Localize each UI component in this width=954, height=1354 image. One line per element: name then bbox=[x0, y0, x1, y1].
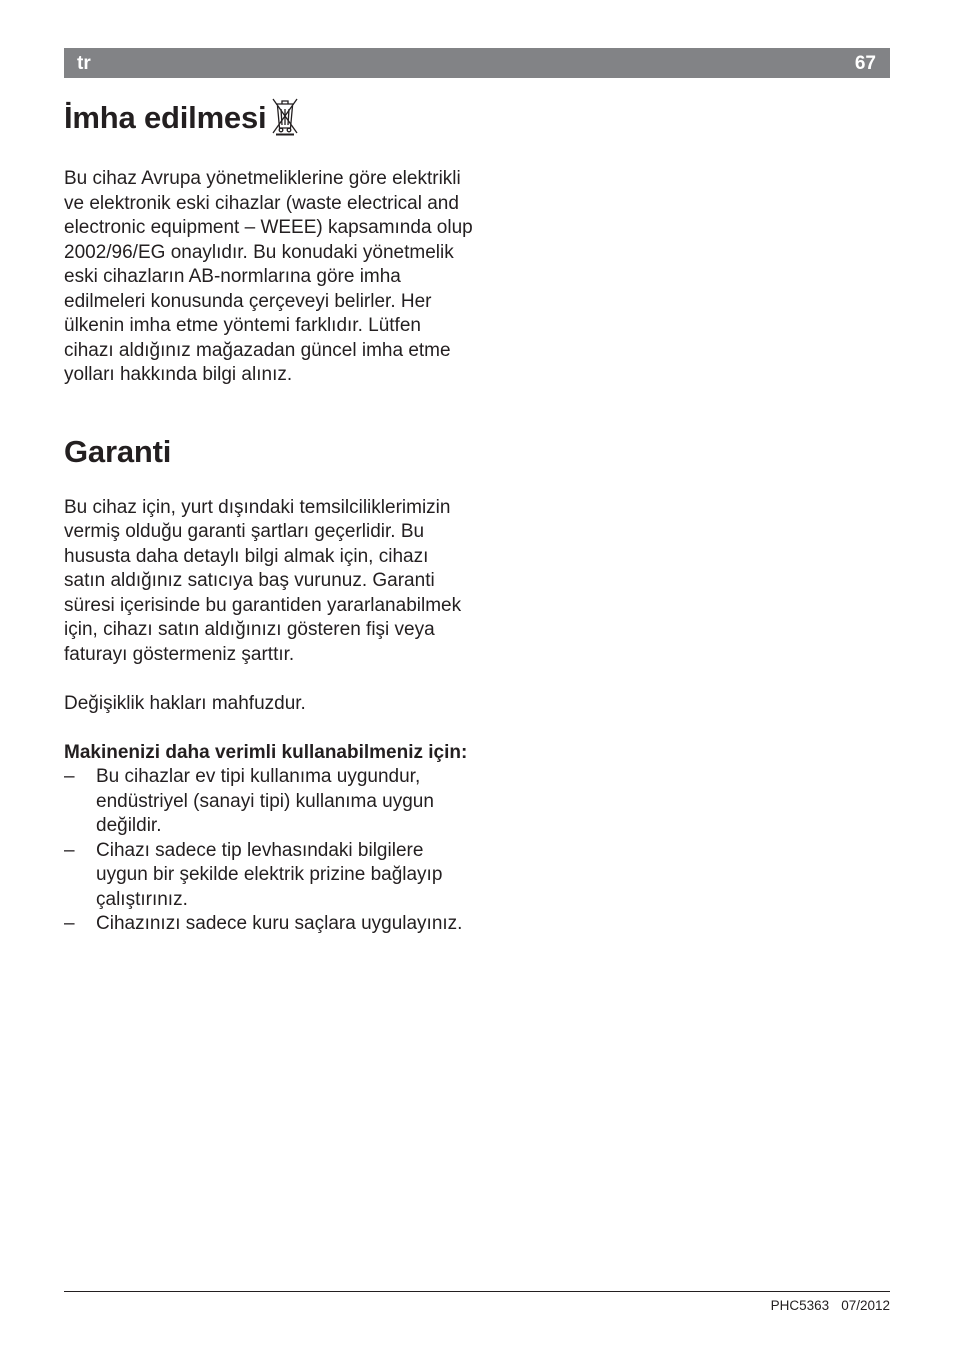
publication-date: 07/2012 bbox=[841, 1298, 890, 1313]
list-item-text: Bu cihazlar ev tipi kullanıma uygundur, endüstriyel (sanayi tipi) kullanıma uygun değildir. bbox=[96, 766, 434, 836]
footer bbox=[771, 1298, 890, 1313]
page-number: 67 bbox=[854, 53, 876, 74]
list-item bbox=[64, 912, 474, 937]
list-item-text: Cihazı sadece tip levhasındaki bilgilere uygun bir şekilde elektrik prizine bağlayıp çalıştırınız. bbox=[96, 839, 443, 910]
bullet-dash: – bbox=[64, 839, 75, 861]
disposal-title-text: İmha edilmesi bbox=[64, 100, 267, 135]
crossed-out-wheelie-bin-icon bbox=[270, 96, 300, 146]
section-title-warranty: Garanti bbox=[64, 433, 172, 469]
rights-reserved-note: Değişiklik hakları mahfuzdur. bbox=[64, 693, 306, 714]
list-item-text: Cihazınızı sadece kuru saçlara uygulayınız. bbox=[96, 913, 463, 934]
usage-tips-list bbox=[64, 765, 474, 937]
bullet-dash: – bbox=[64, 766, 75, 787]
language-code: tr bbox=[77, 53, 91, 74]
model-number: PHC5363 bbox=[770, 1298, 830, 1313]
content-column bbox=[64, 96, 474, 937]
warranty-paragraph: Bu cihaz için, yurt dışındaki temsilciliklerimizin vermiş olduğu garanti şartları geçerlidir. Bu hususta daha detaylı bilgi almak için, cihazı satın aldığınız satıcıya baş vurunuz. Garanti süresi içerisinde bu garantiden yararlanabilmek için, cihazı satın aldığınızı gösteren fişi veya faturayı göstermeniz şarttır. bbox=[64, 496, 462, 665]
list-item bbox=[64, 839, 474, 913]
list-item bbox=[64, 765, 474, 839]
disposal-paragraph: Bu cihaz Avrupa yönetmeliklerine göre elektrikli ve elektronik eski cihazlar (waste electrical and electronic equipment – WEEE) kapsamında olup 2002/96/EG onaylıdır. Bu konudaki yönetmelik eski cihazların AB-normlarına göre imha edilmeleri konusunda çerçeveyi belirler. Her ülkenin imha etme yöntemi farklıdır. Lütfen cihazı aldığınız mağazadan güncel imha etme yolları hakkında bilgi alınız. bbox=[64, 168, 473, 385]
section-title-disposal bbox=[64, 96, 474, 146]
usage-tips-heading: Makinenizi daha verimli kullanabilmeniz için: bbox=[64, 741, 468, 763]
page-header-bar bbox=[64, 48, 890, 78]
footer-divider bbox=[64, 1291, 890, 1292]
bullet-dash: – bbox=[64, 913, 75, 934]
